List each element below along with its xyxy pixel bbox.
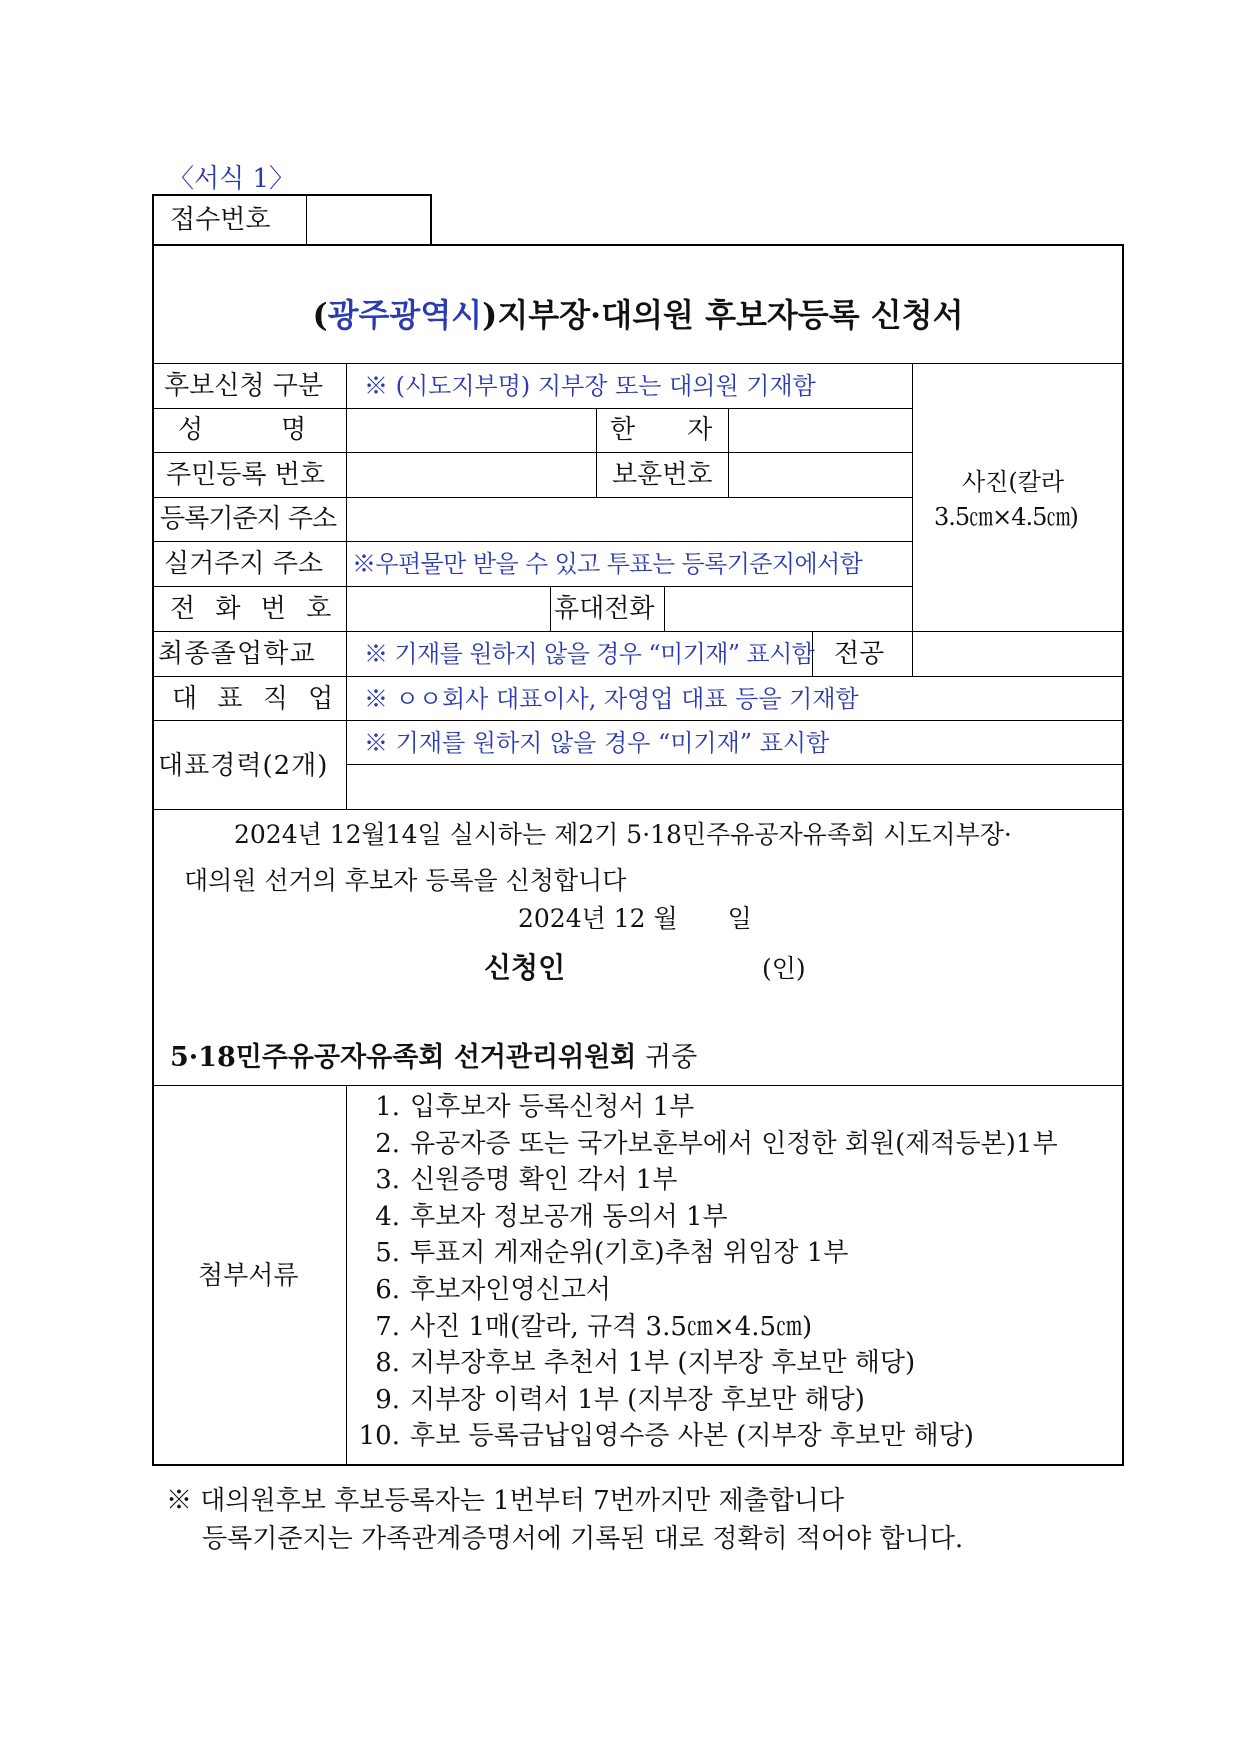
attachment-text: 지부장 이력서 1부 (지부장 후보만 해당): [410, 1384, 865, 1415]
attachment-text: 지부장후보 추천서 1부 (지부장 후보만 해당): [410, 1348, 916, 1379]
attachment-text: 후보자인영신고서: [410, 1275, 611, 1305]
occupation-label: 대 표 직 업: [172, 684, 340, 714]
career-label: 대표경력(2개): [158, 751, 329, 781]
attachment-number: 7.: [375, 1311, 400, 1342]
attachment-item: [362, 1128, 1058, 1159]
occupation-field[interactable]: [348, 678, 1122, 719]
attachment-text: 투표지 게재순위(기호)추첨 위임장 1부: [410, 1238, 849, 1269]
application-type-field[interactable]: [348, 365, 910, 407]
phone-field[interactable]: [348, 588, 548, 630]
form-title: (광주광역시)지부장·대의원 후보자등록 신청서: [312, 296, 964, 334]
major-field[interactable]: [914, 633, 1122, 675]
attachment-number: 10.: [358, 1421, 400, 1452]
declaration-line-1: 2024년 12월14일 실시하는 제2기 5·18민주유공자유족회 시도지부장·: [234, 820, 1012, 849]
applicant-label: 신청인: [484, 951, 566, 984]
phone-label: 전 화 번 호: [170, 594, 338, 624]
form-number-label: 〈서식 1〉: [168, 164, 296, 194]
attachment-item: [362, 1311, 813, 1342]
application-date: 2024년 12 월 일: [518, 904, 752, 933]
occupation-note: ※ ㅇㅇ회사 대표이사, 자영업 대표 등을 기재함: [364, 685, 859, 713]
residence-address-note: ※우편물만 받을 수 있고 투표는 등록기준지에서함: [352, 550, 863, 578]
applicant-signature-field[interactable]: [570, 948, 750, 988]
attachment-number: 9.: [375, 1384, 400, 1415]
application-type-label: 후보신청 구분: [164, 371, 323, 401]
attachment-item: [362, 1384, 865, 1415]
footnote-line-2: 등록기준지는 가족관계증명서에 기록된 대로 정확히 적어야 합니다.: [202, 1524, 964, 1554]
mobile-label: 휴대전화: [554, 594, 655, 624]
photo-label-line2: 3.5㎝×4.5㎝): [934, 503, 1078, 531]
attachment-text: 입후보자 등록신청서 1부: [410, 1092, 695, 1122]
name-field[interactable]: [348, 410, 594, 451]
declaration-line-2: 대의원 선거의 후보자 등록을 신청합니다: [184, 866, 627, 895]
attachment-number: 1.: [375, 1092, 400, 1122]
attachment-number: 6.: [375, 1275, 400, 1305]
attachment-item: [362, 1094, 694, 1120]
school-note: ※ 기재를 원하지 않을 경우 “미기재” 표시함: [364, 640, 815, 668]
recipient: 5·18민주유공자유족회 선거관리위원회 귀중: [170, 1042, 698, 1073]
attachment-text: 신원증명 확인 각서 1부: [410, 1165, 678, 1196]
attachment-text: 후보 등록금납입영수증 사본 (지부장 후보만 해당): [410, 1421, 974, 1452]
attachment-item: [362, 1201, 728, 1232]
attachments-label: 첨부서류: [198, 1261, 299, 1291]
region-name: 광주광역시: [327, 296, 483, 334]
attachment-number: 3.: [375, 1165, 400, 1196]
attachment-number: 2.: [375, 1128, 400, 1159]
school-label: 최종졸업학교: [158, 639, 316, 669]
attachment-text: 유공자증 또는 국가보훈부에서 인정한 회원(제적등본)1부: [410, 1128, 1058, 1159]
photo-box: [914, 365, 1122, 631]
major-label: 전공: [834, 639, 885, 669]
registered-address-label: 등록기준지 주소: [160, 504, 337, 534]
attachment-text: 후보자 정보공개 동의서 1부: [410, 1201, 728, 1232]
registered-address-field[interactable]: [348, 499, 910, 540]
receipt-number-field[interactable]: [308, 196, 430, 244]
rrn-field[interactable]: [348, 454, 594, 495]
residence-address-label: 실거주지 주소: [164, 549, 323, 579]
residence-address-field[interactable]: [348, 543, 910, 585]
attachment-item: [362, 1277, 611, 1303]
photo-label-line1: 사진(칼라: [962, 468, 1065, 496]
hanja-label: 한 자: [610, 415, 713, 445]
application-type-note: ※ (시도지부명) 지부장 또는 대의원 기재함: [364, 372, 816, 400]
veteran-number-label: 보훈번호: [612, 460, 713, 490]
attachment-number: 5.: [375, 1238, 400, 1269]
mobile-field[interactable]: [666, 588, 910, 630]
rrn-label: 주민등록 번호: [166, 460, 325, 490]
attachment-number: 8.: [375, 1348, 400, 1379]
seal-mark: (인): [762, 954, 806, 983]
attachment-number: 4.: [375, 1201, 400, 1232]
hanja-field[interactable]: [730, 410, 910, 451]
career-note: ※ 기재를 원하지 않을 경우 “미기재” 표시함: [364, 729, 830, 757]
name-label: 성 명: [178, 415, 307, 445]
attachment-item: [350, 1421, 974, 1452]
career-field-2[interactable]: [348, 766, 1122, 808]
attachment-text: 사진 1매(칼라, 규격 3.5㎝×4.5㎝): [410, 1311, 813, 1342]
receipt-number-label: 접수번호: [170, 205, 271, 235]
footnote-line-1: ※ 대의원후보 후보등록자는 1번부터 7번까지만 제출합니다: [166, 1486, 845, 1516]
attachment-item: [362, 1165, 678, 1196]
veteran-number-field[interactable]: [730, 454, 910, 495]
attachment-item: [362, 1348, 916, 1379]
attachment-item: [362, 1238, 849, 1269]
